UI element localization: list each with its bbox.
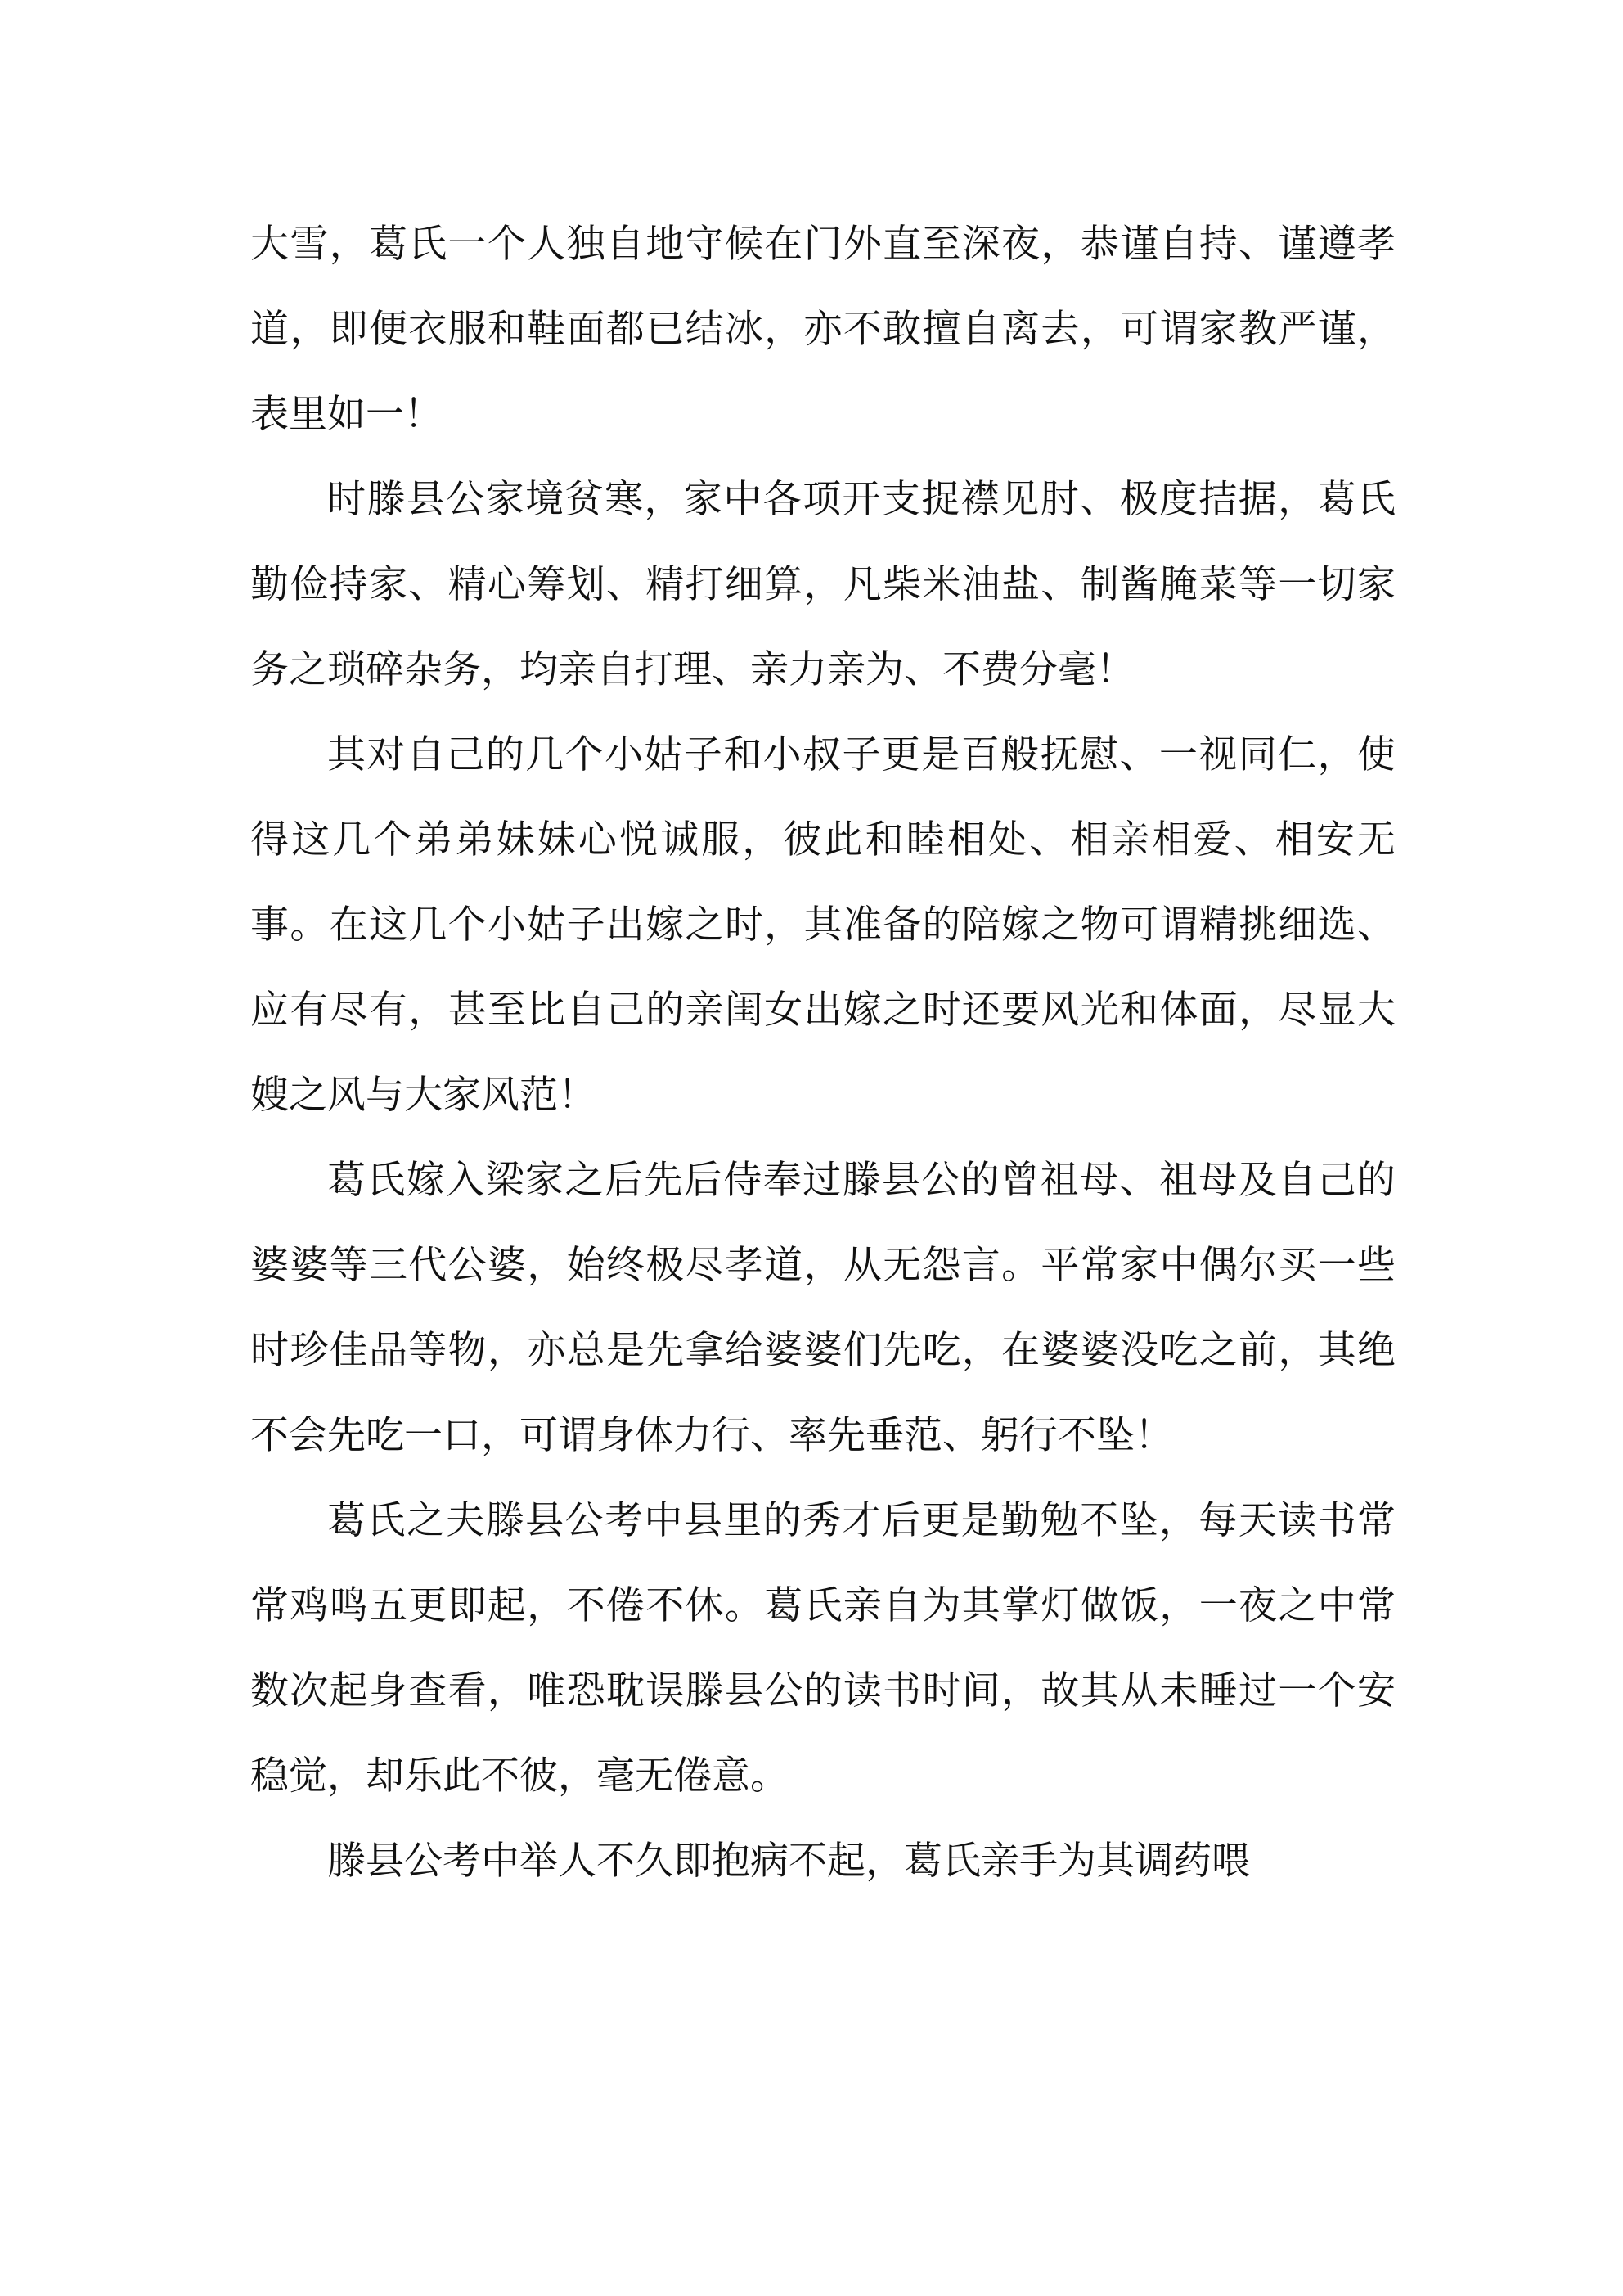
paragraph: 滕县公考中举人不久即抱病不起，葛氏亲手为其调药喂: [327, 1839, 1250, 1884]
paragraph-continuation: 大雪，葛氏一个人独自地守候在门外直至深夜，恭谨自持、谨遵孝道，即便衣服和鞋面都已结冰，亦不敢擅自离去，可谓家教严谨，表里如一！: [250, 222, 1396, 437]
paragraph: 时滕县公家境贫寒，家中各项开支捉襟见肘、极度拮据，葛氏勤俭持家、精心筹划、精打细算，凡柴米油盐、制酱腌菜等一切家务之琐碎杂务，均亲自打理、亲力亲为、不费分毫！: [250, 477, 1396, 692]
paragraph: 葛氏之夫滕县公考中县里的秀才后更是勤勉不坠，每天读书常常鸡鸣五更即起，不倦不休。葛氏亲自为其掌灯做饭，一夜之中常数次起身查看，唯恐耽误滕县公的读书时间，故其从未睡过一个安稳觉，却乐此不彼，毫无倦意。: [250, 1498, 1396, 1799]
paragraph: 其对自己的几个小姑子和小叔子更是百般抚慰、一视同仁，使得这几个弟弟妹妹心悦诚服，彼此和睦相处、相亲相爱、相安无事。在这几个小姑子出嫁之时，其准备的陪嫁之物可谓精挑细选、应有尽有，甚至比自己的亲闺女出嫁之时还要风光和体面，尽显大嫂之风与大家风范！: [250, 732, 1396, 1118]
paragraph: 葛氏嫁入梁家之后先后侍奉过滕县公的曾祖母、祖母及自己的婆婆等三代公婆，始终极尽孝道，从无怨言。平常家中偶尔买一些时珍佳品等物，亦总是先拿给婆婆们先吃，在婆婆没吃之前，其绝不会先吃一口，可谓身体力行、率先垂范、躬行不坠！: [250, 1158, 1396, 1458]
body-text: [250, 202, 1396, 1904]
